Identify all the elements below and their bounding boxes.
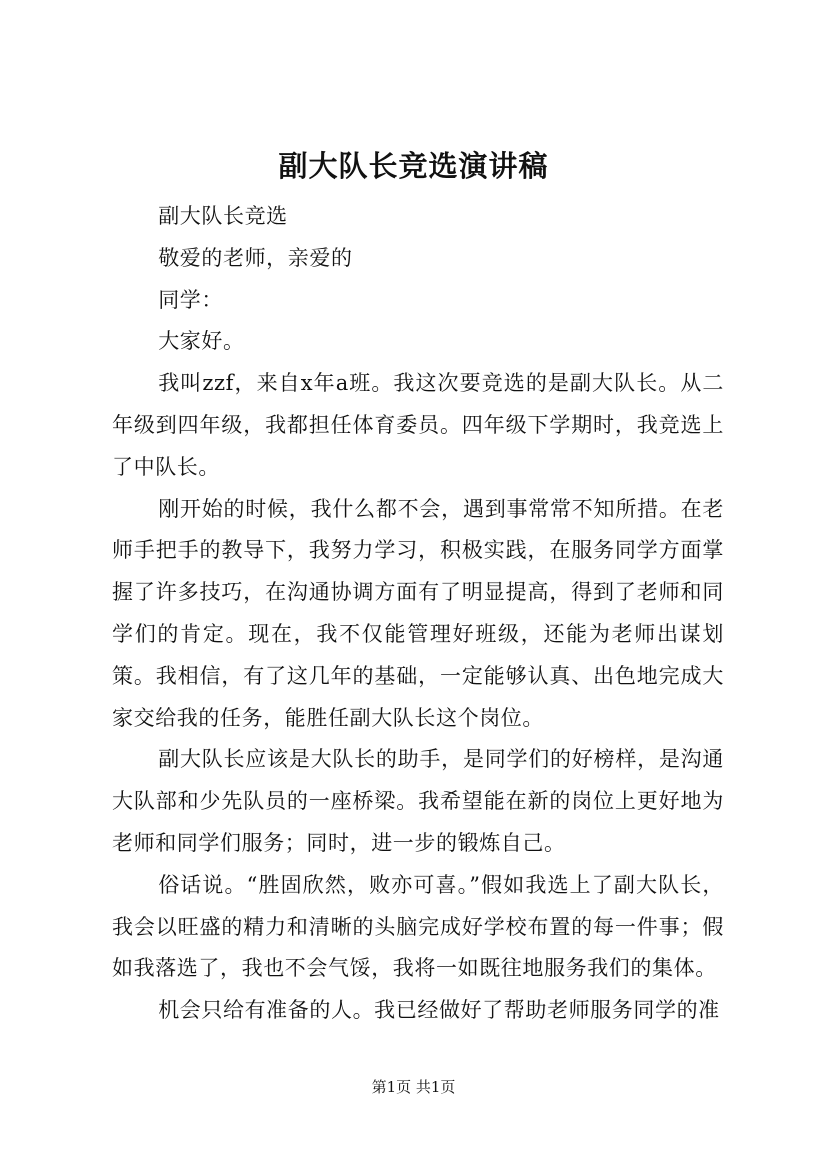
paragraph: 机会只给有准备的人。我已经做好了帮助老师服务同学的准 bbox=[158, 998, 720, 1023]
paragraph: 同学： bbox=[158, 287, 223, 312]
page-footer: 第1页 共1页 bbox=[371, 1078, 456, 1096]
paragraph: 俗话说。“胜固欣然，败亦可喜。”假如我选上了副大队长，我会以旺盛的精力和清晰的头脑完成好学校布置的每一件事；假如我落选了，我也不会气馁，我将一如既往地服务我们的集体。 bbox=[112, 872, 724, 981]
paragraph: 副大队长应该是大队长的助手，是同学们的好榜样，是沟通大队部和少先队员的一座桥梁。我希望能在新的岗位上更好地为老师和同学们服务；同时，进一步的锻炼自己。 bbox=[112, 747, 724, 855]
paragraph: 刚开始的时候，我什么都不会，遇到事常常不知所措。在老师手把手的教导下，我努力学习，积极实践，在服务同学方面掌握了许多技巧，在沟通协调方面有了明显提高，得到了老师和同学们的肯定。现在，我不仅能管理好班级，还能为老师出谋划策。我相信，有了这几年的基础，一定能够认真、出色地完成大家交给我的任务，能胜任副大队长这个岗位。 bbox=[112, 496, 724, 730]
document-title: 副大队长竞选演讲稿 bbox=[278, 149, 549, 183]
paragraph: 副大队长竞选 bbox=[158, 204, 288, 228]
paragraph: 大家好。 bbox=[158, 329, 245, 354]
paragraph: 敬爱的老师，亲爱的 bbox=[158, 245, 353, 270]
document-body bbox=[112, 196, 724, 1032]
paragraph: 我叫zzf，来自x年a班。我这次要竞选的是副大队长。从二年级到四年级，我都担任体育委员。四年级下学期时，我竞选上了中队长。 bbox=[112, 371, 724, 479]
